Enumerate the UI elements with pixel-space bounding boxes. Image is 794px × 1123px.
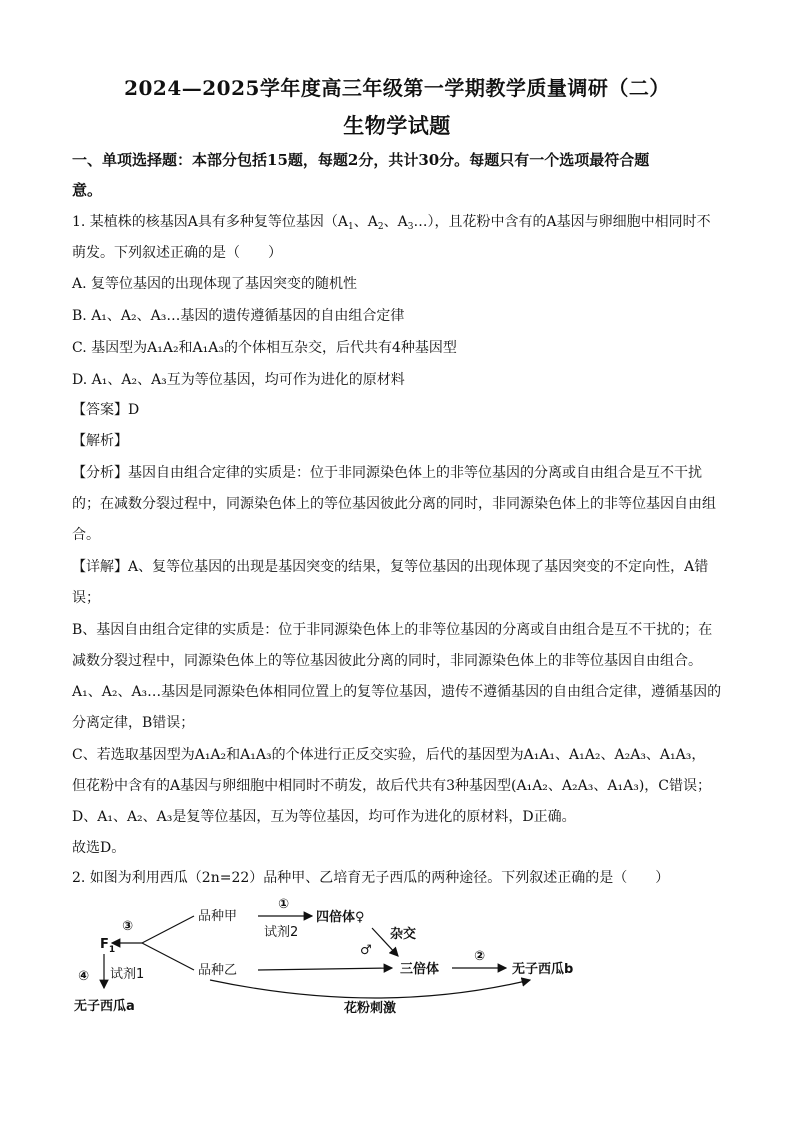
q1-stem-part: …），且花粉中含有的A基因与卵细胞中相同时不 <box>413 214 711 230</box>
q1-stem-part: 、A <box>383 214 408 230</box>
exam-title: 2024—2025学年度高三年级第一学期教学质量调研（二） <box>124 76 670 100</box>
variety-a-label: 品种甲 <box>198 909 238 924</box>
q1-option-a: A. 复等位基因的出现体现了基因突变的随机性 <box>72 276 358 292</box>
q1-option-b: B. A₁、A₂、A₃…基因的遗传遵循基因的自由组合定律 <box>72 308 405 324</box>
triploid-label: 三倍体 <box>400 962 440 977</box>
section-heading: 一、单项选择题：本部分包括15题，每题2分，共计30分。每题只有一个选项最符合题 <box>72 151 650 169</box>
q1-detail: 误； <box>72 590 100 606</box>
q1-fenxi: 的；在减数分裂过程中，同源染色体上的等位基因彼此分离的同时，非同源染色体上的非等位基因自由组 <box>72 496 716 512</box>
f1-label-text: F <box>100 937 109 952</box>
q1-stem-cont: 萌发。下列叙述正确的是（ ） <box>72 245 282 261</box>
q1-option-c: C. 基因型为A₁A₂和A₁A₃的个体相互杂交，后代共有4种基因型 <box>72 340 457 356</box>
q1-detail-b: 减数分裂过程中，同源染色体上的等位基因彼此分离的同时，非同源染色体上的非等位基因自由组合。 <box>72 653 702 669</box>
q1-detail-b: B、基因自由组合定律的实质是：位于非同源染色体上的非等位基因的分离或自由组合是互不干扰的；在 <box>72 622 713 638</box>
step1-label: ① <box>278 897 290 912</box>
q1-detail-d: D、A₁、A₂、A₃是复等位基因，互为等位基因，均可作为进化的原材料，D正确。 <box>72 809 576 825</box>
tetraploid-label: 四倍体♀ <box>316 910 365 925</box>
q1-fenxi: 合。 <box>72 527 100 543</box>
exam-subtitle: 生物学试题 <box>343 113 451 138</box>
seedless-a-label: 无子西瓜a <box>74 999 135 1014</box>
q2-stem: 2. 如图为利用西瓜（2n=22）品种甲、乙培育无子西瓜的两种途径。下列叙述正确的是（ ） <box>72 870 670 886</box>
q1-detail-c: C、若选取基因型为A₁A₂和A₁A₃的个体进行正反交实验，后代的基因型为A₁A₁、A₁A₂、A₂A₃、A₁A₃， <box>72 747 706 763</box>
q1-option-d: D. A₁、A₂、A₃互为等位基因，均可作为进化的原材料 <box>72 372 405 388</box>
q1-stem: 1. 某植株的核基因A具有多种复等位基因（$A_1$、$A_2$、$A_3\dots$），且花粉中含有的A基因与卵细胞中相同时不 <box>72 214 711 232</box>
q1-fenxi: 【分析】基因自由组合定律的实质是：位于非同源染色体上的非等位基因的分离或自由组合是互不干扰 <box>72 465 702 481</box>
q1-detail: 【详解】A、复等位基因的出现是基因突变的结果，复等位基因的出现体现了基因突变的不定向性，A错 <box>72 559 709 575</box>
q1-analysis-tag: 【解析】 <box>72 433 128 449</box>
step4-label: ④ <box>78 969 90 984</box>
variety-b-label: 品种乙 <box>198 963 238 978</box>
q1-stem-part: 1. 某植株的核基因A具有多种复等位基因（A <box>72 214 349 230</box>
q1-detail-c: 但花粉中含有的A基因与卵细胞中相同时不萌发，故后代共有3种基因型(A₁A₂、A₂A₃、A₁A₃)，C错误； <box>72 778 711 794</box>
cross-label: 杂交 <box>390 927 417 942</box>
section-heading-cont: 意。 <box>72 181 103 199</box>
male-symbol: ♂ <box>360 943 372 958</box>
f1-subscript: 1 <box>108 945 116 955</box>
branch-line <box>142 943 194 970</box>
f1-label <box>100 937 115 955</box>
q1-answer: 【答案】D <box>72 402 140 418</box>
pollen-label: 花粉刺激 <box>344 1001 397 1016</box>
branch-line <box>142 916 194 943</box>
reagent1-label: 试剂1 <box>110 967 145 982</box>
q1-conclusion: 故选D。 <box>72 840 126 856</box>
step3-label: ③ <box>122 919 134 934</box>
q1-detail-b: 分离定律，B错误； <box>72 715 195 731</box>
step2-label: ② <box>474 949 486 964</box>
pollen-curve-arrow <box>210 980 530 998</box>
arrow-to-triploid <box>258 968 392 970</box>
q1-detail-b: A₁、A₂、A₃…基因是同源染色体相同位置上的复等位基因，遗传不遵循基因的自由组合定律，遵循基因的 <box>72 684 722 700</box>
reagent2-label: 试剂2 <box>264 925 299 940</box>
breeding-diagram <box>60 888 740 1028</box>
seedless-b-label: 无子西瓜b <box>512 962 574 977</box>
q1-stem-part: 、A <box>353 214 378 230</box>
